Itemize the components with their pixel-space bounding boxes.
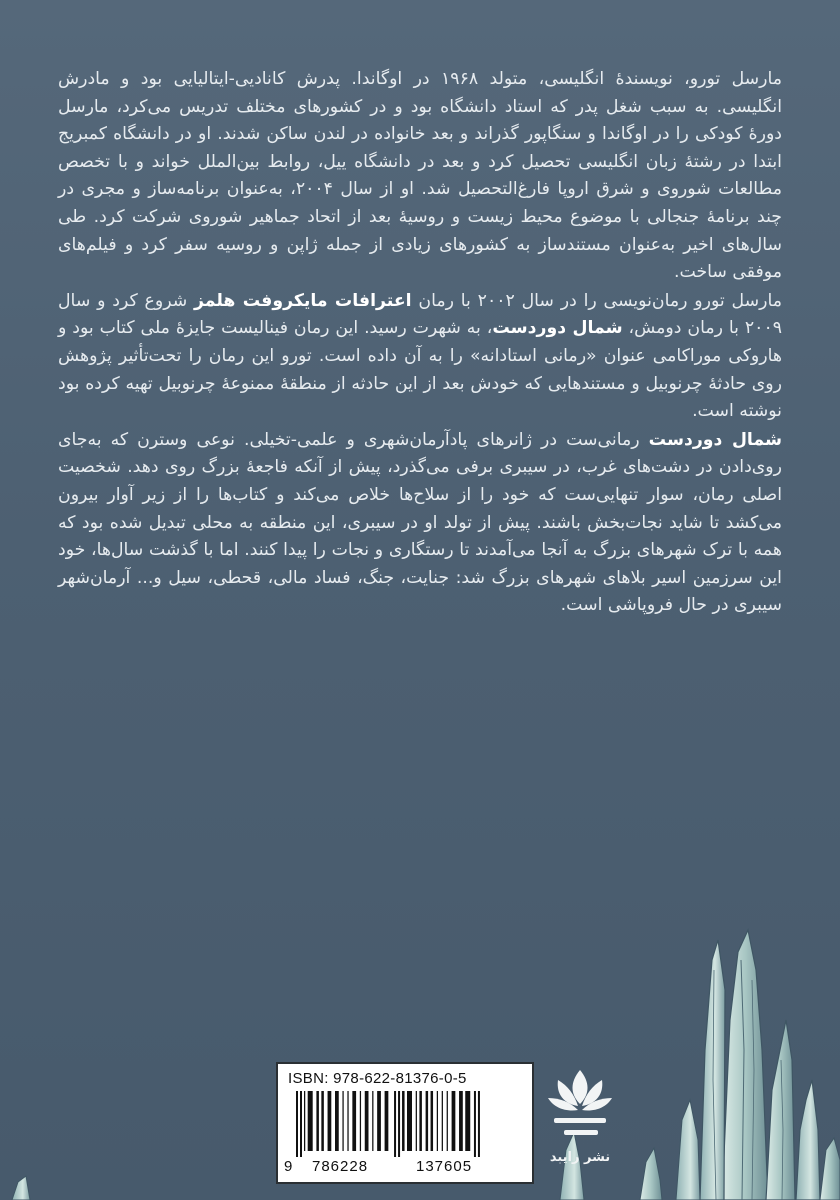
paragraph-text-run: ، به شهرت رسید. این رمان فینالیست جایزهٔ ملی کتاب بود و هاروکی موراکامی عنوان «رمانی استادانه» را به آن داده است. تورو این رمان را تحت‌تأثیر پژوهش روی حادثهٔ چرنوبیل و مستندهایی که خودش بعد از این حادثه از منطقهٔ ممنوعهٔ چرنوبیل تهیه کرده بود نوشته است. [58,318,782,422]
paragraph-3 [58,427,782,620]
book-title-emphasis: شمال دوردست [492,318,623,339]
barcode-digits-right: 137605 [416,1158,473,1175]
barcode-digit-first: 9 [284,1158,294,1175]
barcode-digits-left: 786228 [312,1158,369,1175]
book-title-emphasis: اعترافات مایکروفت هلمز [194,290,412,311]
paragraph-text-run: مارسل تورو رمان‌نویسی را در سال ۲۰۰۲ با رمان [411,290,782,311]
barcode [276,1062,534,1184]
synopsis-text [58,66,782,621]
barcode-bars [296,1091,514,1157]
paragraph-text-run: شروع کرد و سال ۲۰۰۹ با رمان دومش، [58,290,783,339]
paragraph-2 [58,288,782,426]
publisher-logo [540,1064,620,1176]
paragraph-text-run: مارسل تورو، نویسندهٔ انگلیسی، متولد ۱۹۶۸ در اوگاندا. پدرش کانادیی-ایتالیایی بود و مادرش انگلیسی. به سبب شغل پدر که استاد دانشگاه بود و در کشورهای مختلف تدریس می‌کرد، مارسل دورهٔ کودکی را در اوگاندا و سنگاپور گذراند و بعد خانواده در لندن ساکن شدند. او در دانشگاه کمبریج ابتدا در رشتهٔ زبان انگلیسی تحصیل کرد و بعد در دانشگاه ییل، روابط بین‌الملل خواند و با تخصص مطالعات شوروی و شرق اروپا فارغ‌التحصیل شد. او از سال ۲۰۰۴، به‌عنوان برنامه‌ساز و مجری در چند برنامهٔ جنجالی با موضوع محیط زیست و روسیهٔ بعد از اتحاد جماهیر شوروی شرکت کرد. طی سال‌های اخیر به‌عنوان مستندساز به کشورهای زیادی از جمله ژاپن و روسیه سفر کرد و فیلم‌های موفقی ساخت. [58,69,783,283]
paragraph-1 [58,66,782,287]
publisher-name: نشر رایبد [549,1150,611,1165]
paragraph-text-run: رمانی‌ست در ژانرهای پادآرمان‌شهری و علمی-تخیلی. نوعی وسترن که به‌جای روی‌دادن در دشت‌های غرب، در سیبری برفی می‌گذرد، پیش از آنکه فاجعهٔ بزرگ روی دهد. شخصیت اصلی رمان، سوار تنهایی‌ست که خود را از سلاح‌ها خلاص می‌کند و کتاب‌ها را از زیر آوار بیرون می‌کشد تا شاید نجات‌بخش باشند. پیش از تولد او در سیبری، این منطقه به محلی تبدیل شده بود که همه با ترک شهرهای بزرگ به آنجا می‌آمدند تا رستگاری و نجات را پیدا کنند. اما با گذشت سال‌ها، خود این سرزمین اسیر بلاهای شهرهای بزرگ شد: جنایت، جنگ، فساد مالی، قحطی، سیل و... آرمان‌شهر سیبری در حال فروپاشی است. [58,429,782,616]
book-title-emphasis: شمال دوردست [648,429,783,450]
lotus-logo-icon [540,1064,620,1148]
isbn-number: ISBN: 978-622-81376-0-5 [288,1070,467,1087]
